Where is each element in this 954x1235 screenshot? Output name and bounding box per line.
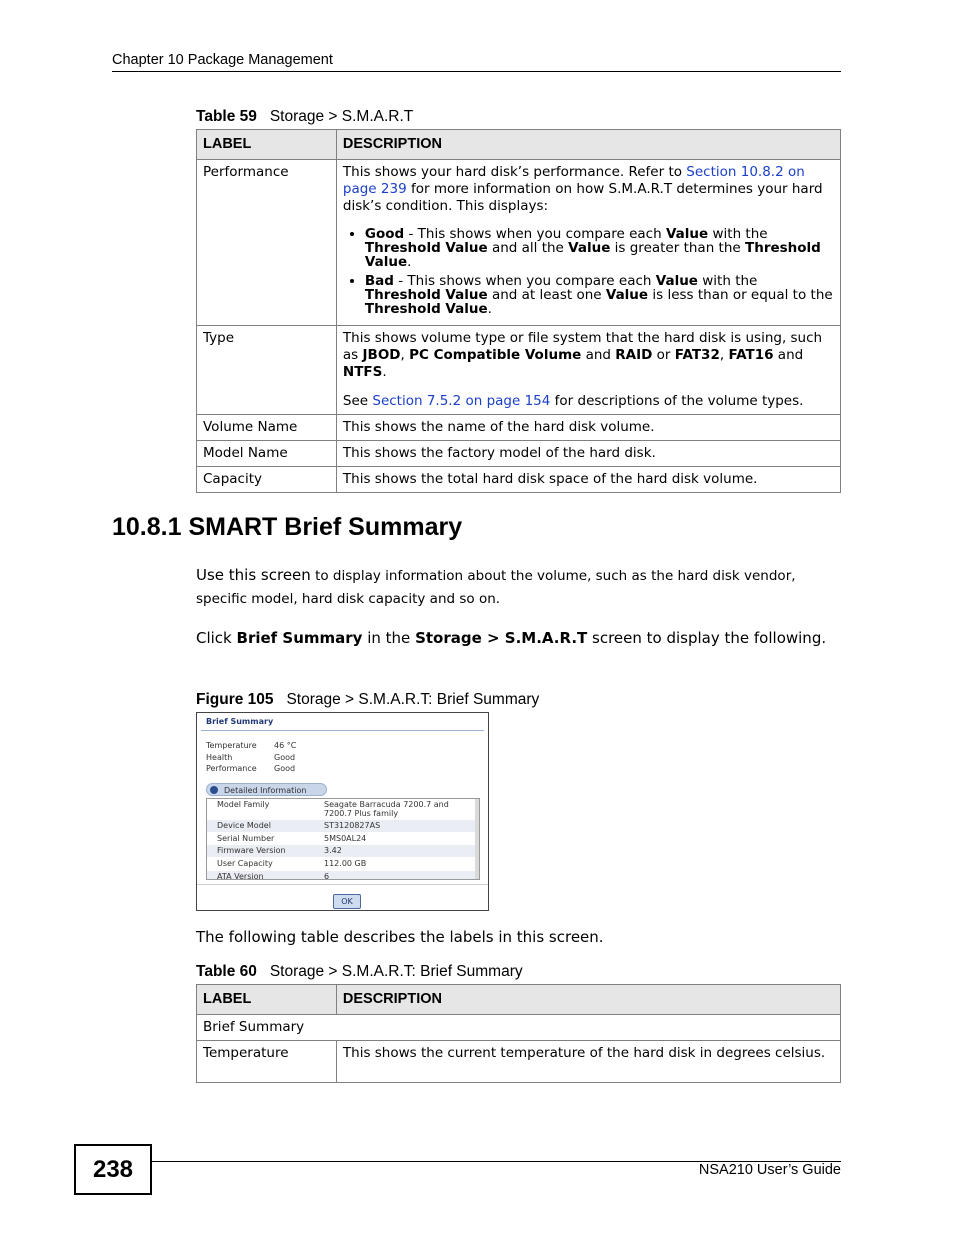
table-60-caption-label: Table 60: [196, 963, 257, 980]
detail-value: 3.42: [324, 846, 342, 855]
table-59-caption-label: Table 59: [196, 108, 257, 125]
row-description: [336, 160, 840, 326]
header-rule: [112, 71, 841, 72]
text: to display information about the volume, such as the hard disk vendor, specific model, hard disk capacity and so on.: [196, 568, 796, 607]
term: Value: [655, 273, 698, 289]
text: Click: [196, 629, 237, 647]
table-60-caption: [196, 963, 523, 981]
term: Threshold Value: [364, 240, 488, 256]
term: Value: [665, 226, 709, 242]
section-link[interactable]: Section 10.8.2 on page 239: [342, 164, 805, 197]
table-row: [197, 441, 841, 467]
list-item: [365, 227, 834, 269]
performance-label: Performance: [206, 764, 257, 773]
detail-key: Device Model: [217, 821, 271, 830]
list-item: [207, 845, 475, 857]
term: PC Compatible Volume: [409, 347, 582, 363]
term: Brief Summary: [236, 629, 363, 647]
term: NTFS: [342, 364, 383, 380]
table-header-row: [197, 985, 841, 1015]
text: for descriptions of the volume types.: [550, 393, 804, 409]
table-row: [197, 1041, 841, 1083]
running-head: Chapter 10 Package Management: [112, 52, 333, 68]
text: screen to display the following.: [587, 629, 827, 647]
text: and: [773, 347, 804, 363]
text: ,: [400, 347, 410, 363]
list-item: [207, 858, 475, 870]
text: .: [382, 364, 387, 380]
text: and at least one: [487, 287, 606, 303]
col-description-header: DESCRIPTION: [336, 130, 840, 160]
text: and: [581, 347, 616, 363]
text: This shows your hard disk’s performance. Refer to: [342, 164, 687, 180]
text: or: [652, 347, 675, 363]
row-description: This shows the current temperature of the hard disk in degrees celsius.: [336, 1041, 840, 1083]
table-intro-paragraph: The following table describes the labels in this screen.: [196, 928, 604, 946]
health-label: Health: [206, 753, 233, 762]
col-label-header: LABEL: [197, 985, 337, 1015]
table-row: [197, 326, 841, 415]
table-59: [196, 129, 841, 493]
col-description-header: DESCRIPTION: [336, 985, 840, 1015]
list-item: [207, 871, 475, 880]
detail-key: ATA Version: [217, 872, 264, 880]
term: Value: [605, 287, 649, 303]
performance-value: Good: [274, 764, 296, 773]
text: and all the: [487, 240, 569, 256]
section-link[interactable]: Section 7.5.2 on page 154: [372, 393, 551, 409]
term: Good: [364, 226, 405, 242]
row-label: Temperature: [197, 1041, 337, 1083]
row-label: Type: [197, 326, 337, 415]
divider: [197, 884, 488, 885]
text: ,: [719, 347, 729, 363]
panel-title: Brief Summary: [206, 717, 274, 726]
text: - This shows when you compare each: [393, 273, 656, 289]
table-60: [196, 984, 841, 1083]
text: with the: [697, 273, 758, 289]
text: - This shows when you compare each: [404, 226, 666, 242]
detail-key: Model Family: [217, 800, 270, 809]
list-item: [207, 820, 475, 832]
divider: [201, 730, 484, 731]
detail-value: 5MS0AL24: [324, 834, 367, 843]
row-label: Performance: [197, 160, 337, 326]
detail-value: 6: [324, 872, 330, 880]
intro-paragraph: [196, 564, 836, 610]
text: Use this screen: [196, 566, 311, 584]
detailed-information-label: Detailed Information: [224, 786, 307, 795]
col-label-header: LABEL: [197, 130, 337, 160]
text: .: [407, 254, 412, 270]
list-item: [207, 833, 475, 845]
row-description: This shows the total hard disk space of the hard disk volume.: [336, 467, 840, 493]
table-header-row: [197, 130, 841, 160]
section-row-label: Brief Summary: [197, 1015, 841, 1041]
list-item: [365, 274, 834, 316]
table-60-caption-text: Storage > S.M.A.R.T: Brief Summary: [269, 963, 523, 980]
text: in the: [362, 629, 416, 647]
health-value: Good: [274, 753, 296, 762]
instruction-paragraph: [196, 627, 836, 649]
text: is greater than the: [610, 240, 745, 256]
term: Threshold Value: [364, 301, 488, 317]
text: for more information on how S.M.A.R.T determines your hard disk’s condition. This displays:: [342, 181, 823, 214]
detail-key: Serial Number: [217, 834, 275, 843]
detail-value: ST3120827AS: [324, 821, 381, 830]
term: JBOD: [362, 347, 401, 363]
row-label: Capacity: [197, 467, 337, 493]
brief-summary-screenshot: [196, 712, 489, 911]
term: Storage > S.M.A.R.T: [415, 629, 588, 647]
table-59-caption: [196, 108, 413, 126]
term: Threshold Value: [364, 287, 488, 303]
detail-value: Seagate Barracuda 7200.7 and: [324, 800, 449, 809]
row-description: This shows the name of the hard disk volume.: [336, 415, 840, 441]
guide-title: NSA210 User’s Guide: [698, 1162, 841, 1178]
table-section-row: [197, 1015, 841, 1041]
figure-105-caption: [196, 691, 539, 709]
detailed-information-button[interactable]: [206, 783, 327, 796]
health-row: [206, 752, 295, 763]
detail-key: Firmware Version: [217, 846, 286, 855]
term: RAID: [615, 347, 653, 363]
bullet-list: [343, 227, 834, 316]
text: with the: [708, 226, 768, 242]
table-row: [197, 415, 841, 441]
temperature-row: [206, 740, 296, 751]
row-description: [336, 326, 840, 415]
temperature-value: 46 °C: [274, 741, 297, 750]
term: Threshold Value: [364, 240, 821, 270]
text: is less than or equal to the: [648, 287, 833, 303]
table-row: [197, 160, 841, 326]
figure-caption-text: Storage > S.M.A.R.T: Brief Summary: [286, 691, 540, 708]
scrollbar[interactable]: [475, 799, 479, 879]
term: FAT16: [728, 347, 774, 363]
section-title: 10.8.1 SMART Brief Summary: [112, 513, 463, 541]
row-label: Volume Name: [197, 415, 337, 441]
ok-button[interactable]: OK: [333, 894, 361, 909]
text: .: [487, 301, 492, 317]
term: Value: [568, 240, 611, 256]
figure-caption-label: Figure 105: [196, 691, 274, 708]
list-item: [207, 808, 475, 820]
performance-row: [206, 763, 295, 774]
detail-key: User Capacity: [217, 859, 273, 868]
term: Bad: [364, 273, 394, 289]
text: This shows volume type or file system that the hard disk is using, such as: [342, 330, 823, 363]
detail-value: 7200.7 Plus family: [324, 809, 399, 818]
term: FAT32: [674, 347, 720, 363]
table-59-caption-text: Storage > S.M.A.R.T: [269, 108, 414, 125]
text: See: [342, 393, 373, 409]
details-list: [206, 798, 480, 880]
detail-value: 112.00 GB: [324, 859, 367, 868]
row-description: This shows the factory model of the hard disk.: [336, 441, 840, 467]
temperature-label: Temperature: [206, 741, 257, 750]
collapse-icon: [210, 786, 218, 794]
page-number: 238: [74, 1144, 152, 1195]
row-label: Model Name: [197, 441, 337, 467]
table-row: [197, 467, 841, 493]
